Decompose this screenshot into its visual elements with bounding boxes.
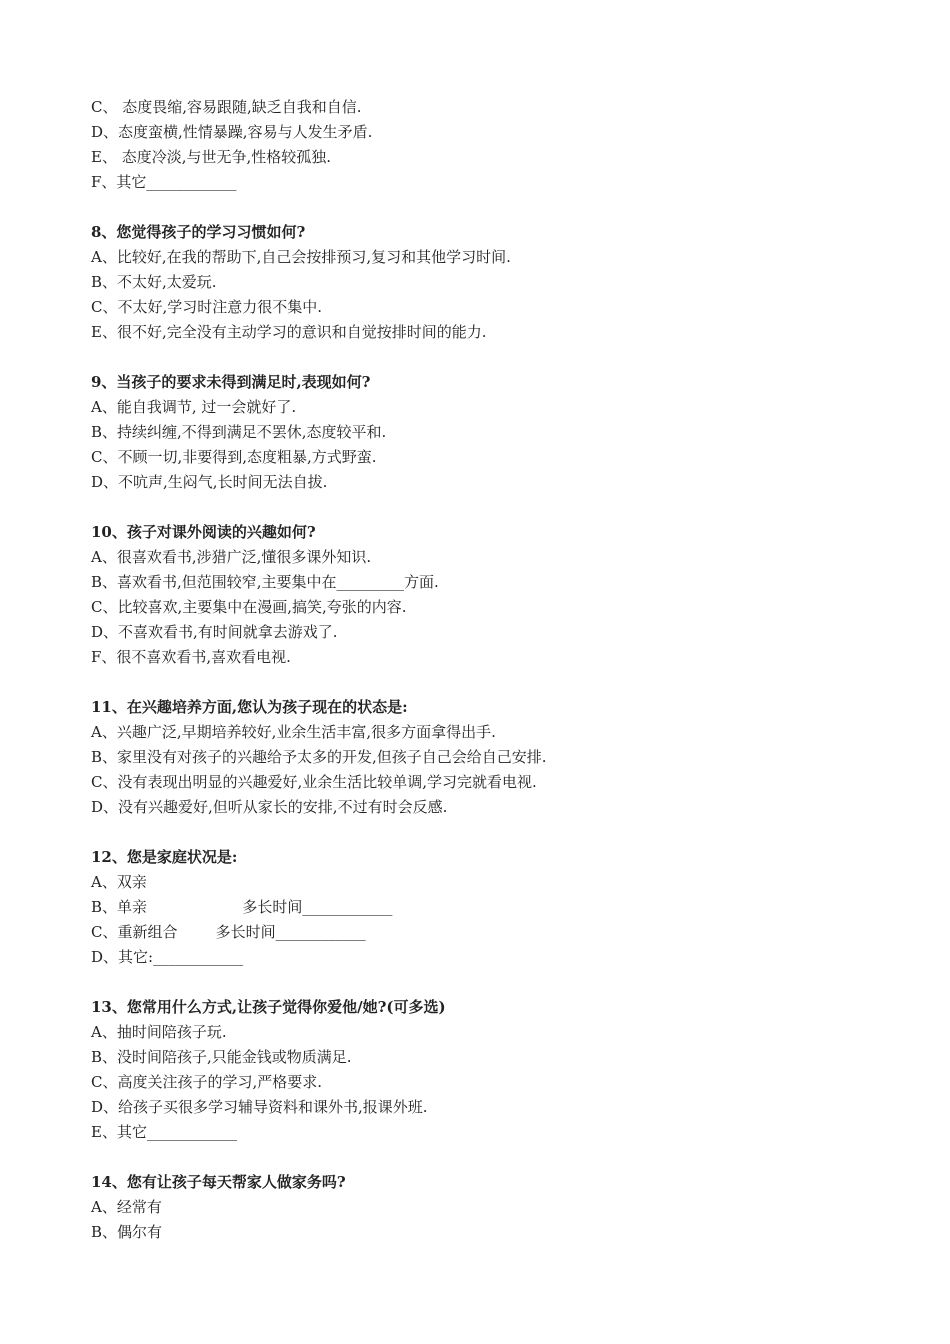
option-13b: B、没时间陪孩子,只能金钱或物质满足. bbox=[91, 1048, 352, 1066]
option-13c: C、高度关注孩子的学习,严格要求. bbox=[91, 1073, 323, 1091]
option-12b: B、单亲 多长时间____________ bbox=[91, 898, 393, 916]
question-11-title: 11、在兴趣培养方面,您认为孩子现在的状态是: bbox=[91, 698, 408, 716]
option-14a: A、经常有 bbox=[91, 1198, 162, 1216]
option-12a: A、双亲 bbox=[91, 873, 147, 891]
option-10f: F、很不喜欢看书,喜欢看电视. bbox=[91, 648, 291, 666]
question-block-11 bbox=[91, 695, 891, 820]
option-13e: E、其它____________ bbox=[91, 1123, 237, 1141]
questionnaire-page bbox=[91, 95, 891, 1245]
option-11a: A、兴趣广泛,早期培养较好,业余生活丰富,很多方面拿得出手. bbox=[91, 723, 496, 741]
option-10c: C、比较喜欢,主要集中在漫画,搞笑,夸张的内容. bbox=[91, 598, 407, 616]
question-14-title: 14、您有让孩子每天帮家人做家务吗? bbox=[91, 1173, 346, 1191]
option-14b: B、偶尔有 bbox=[91, 1223, 163, 1241]
option-9c: C、不顾一切,非要得到,态度粗暴,方式野蛮. bbox=[91, 448, 377, 466]
option-7e: E、 态度冷淡,与世无争,性格较孤独. bbox=[91, 148, 332, 166]
question-block-13 bbox=[91, 995, 891, 1145]
option-11d: D、没有兴趣爱好,但听从家长的安排,不过有时会反感. bbox=[91, 798, 448, 816]
question-9-title: 9、当孩子的要求未得到满足时,表现如何? bbox=[91, 373, 371, 391]
option-8a: A、比较好,在我的帮助下,自己会按排预习,复习和其他学习时间. bbox=[91, 248, 511, 266]
option-9a: A、能自我调节, 过一会就好了. bbox=[91, 398, 297, 416]
option-11b: B、家里没有对孩子的兴趣给予太多的开发,但孩子自己会给自己安排. bbox=[91, 748, 547, 766]
option-7c: C、 态度畏缩,容易跟随,缺乏自我和自信. bbox=[91, 98, 362, 116]
option-12c: C、重新组合 多长时间____________ bbox=[91, 923, 366, 941]
question-block-7-continued bbox=[91, 95, 891, 195]
option-7d: D、态度蛮横,性情暴躁,容易与人发生矛盾. bbox=[91, 123, 373, 141]
question-8-title: 8、您觉得孩子的学习习惯如何? bbox=[91, 223, 306, 241]
option-9b: B、持续纠缠,不得到满足不罢休,态度较平和. bbox=[91, 423, 387, 441]
option-12d: D、其它:____________ bbox=[91, 948, 244, 966]
question-block-14 bbox=[91, 1170, 891, 1245]
question-12-title: 12、您是家庭状况是: bbox=[91, 848, 238, 866]
option-11c: C、没有表现出明显的兴趣爱好,业余生活比较单调,学习完就看电视. bbox=[91, 773, 537, 791]
question-10-title: 10、孩子对课外阅读的兴趣如何? bbox=[91, 523, 316, 541]
option-8e: E、很不好,完全没有主动学习的意识和自觉按排时间的能力. bbox=[91, 323, 487, 341]
question-13-title: 13、您常用什么方式,让孩子觉得你爱他/她?(可多选) bbox=[91, 998, 446, 1016]
question-block-9 bbox=[91, 370, 891, 495]
question-block-8 bbox=[91, 220, 891, 345]
option-8c: C、不太好,学习时注意力很不集中. bbox=[91, 298, 323, 316]
option-8b: B、不太好,太爱玩. bbox=[91, 273, 217, 291]
question-block-12 bbox=[91, 845, 891, 970]
option-10d: D、不喜欢看书,有时间就拿去游戏了. bbox=[91, 623, 338, 641]
option-10b: B、喜欢看书,但范围较窄,主要集中在_________方面. bbox=[91, 573, 439, 591]
option-7f: F、其它____________ bbox=[91, 173, 237, 191]
question-block-10 bbox=[91, 520, 891, 670]
option-9d: D、不吭声,生闷气,长时间无法自拔. bbox=[91, 473, 328, 491]
option-10a: A、很喜欢看书,涉猎广泛,懂很多课外知识. bbox=[91, 548, 372, 566]
option-13d: D、给孩子买很多学习辅导资料和课外书,报课外班. bbox=[91, 1098, 428, 1116]
option-13a: A、抽时间陪孩子玩. bbox=[91, 1023, 227, 1041]
